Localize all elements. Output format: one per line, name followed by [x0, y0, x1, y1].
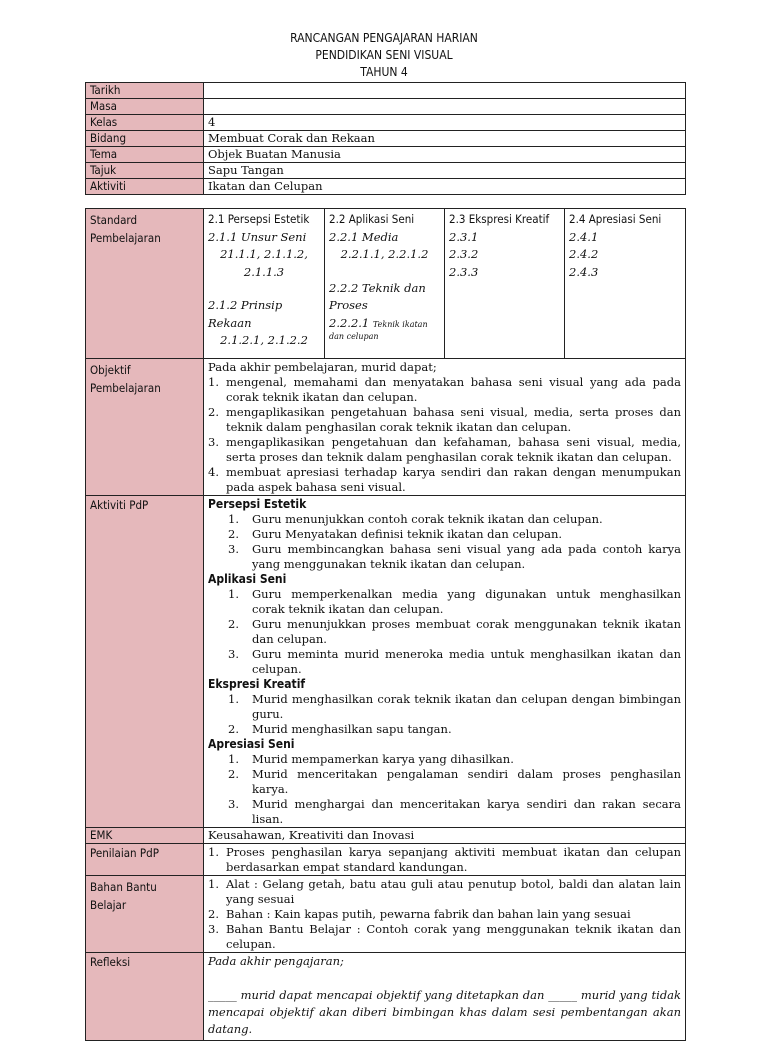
- info-value[interactable]: Sapu Tangan: [204, 163, 686, 179]
- info-table: [85, 82, 686, 195]
- bahan-row: [86, 876, 686, 953]
- info-row-tajuk: [86, 163, 686, 179]
- info-value[interactable]: Objek Buatan Manusia: [204, 147, 686, 163]
- section-title: Persepsi Estetik: [208, 497, 307, 511]
- info-label: Aktiviti: [86, 179, 204, 195]
- list-item: 3. Guru meminta murid meneroka media untuk menghasilkan ikatan dan celupan.: [228, 647, 681, 676]
- objektif-label: Objektif Pembelajaran: [86, 359, 204, 496]
- penilaian-content: [204, 844, 686, 876]
- info-label: Masa: [86, 99, 204, 115]
- info-row-masa: [86, 99, 686, 115]
- list-item: 1. Murid menghasilkan corak teknik ikatan dan celupan dengan bimbingan guru.: [228, 692, 681, 721]
- list-item: 4. membuat apresiasi terhadap karya sendiri dan rakan dengan menumpukan pada aspek bahasa seni visual.: [208, 465, 681, 494]
- refleksi-label: Refleksi: [86, 953, 204, 1041]
- info-value[interactable]: [204, 83, 686, 99]
- header-year: TAHUN 4: [360, 65, 408, 79]
- list-item: 1. Alat : Gelang getah, batu atau guli atau penutup botol, baldi dan alatan lain yang sesuai: [208, 877, 681, 906]
- list-item: 3. mengaplikasikan pengetahuan dan kefahaman, bahasa seni visual, media, serta proses dan teknik dalam penghasilan corak teknik ikatan dan celupan.: [208, 435, 681, 464]
- section-title: Ekspresi Kreatif: [208, 677, 306, 691]
- objektif-row: [86, 359, 686, 496]
- list-item: 1. Murid mempamerkan karya yang dihasilkan.: [228, 752, 514, 766]
- penilaian-label: Penilaian PdP: [86, 844, 204, 876]
- list-item: 3. Bahan Bantu Belajar : Contoh corak yang menggunakan teknik ikatan dan celupan.: [208, 922, 681, 951]
- standard-label: Standard Pembelajaran: [86, 209, 204, 359]
- list-item: 2. Murid menceritakan pengalaman sendiri dalam proses penghasilan karya.: [228, 767, 681, 796]
- refleksi-intro: Pada akhir pengajaran;: [208, 954, 344, 968]
- refleksi-statement[interactable]: _____ murid dapat mencapai objektif yang ditetapkan dan _____ murid yang tidak mencapai objektif akan diberi bimbingan khas dalam sesi pembentangan akan datang.: [208, 988, 681, 1036]
- standard-col-ekspresi: 2.3 Ekspresi Kreatif 2.3.1 2.3.2 2.3.3: [445, 209, 565, 359]
- aktiviti-label: Aktiviti PdP: [86, 496, 204, 828]
- list-item: 1. Proses penghasilan karya sepanjang aktiviti membuat ikatan dan celupan berdasarkan empat standard kandungan.: [208, 845, 681, 874]
- bahan-list: [208, 877, 681, 952]
- list-item: 2. Guru Menyatakan definisi teknik ikatan dan celupan.: [228, 527, 563, 541]
- list-item: 3. Guru membincangkan bahasa seni visual yang ada pada contoh karya yang menggunakan teknik ikatan dan celupan.: [228, 542, 681, 571]
- aktiviti-list: [208, 512, 681, 572]
- penilaian-row: [86, 844, 686, 876]
- aktiviti-list: [208, 587, 681, 677]
- emk-label: EMK: [86, 828, 204, 844]
- info-label: Bidang: [86, 131, 204, 147]
- info-row-kelas: [86, 115, 686, 131]
- info-row-tema: [86, 147, 686, 163]
- standard-row: [86, 209, 686, 359]
- info-label: Tarikh: [86, 83, 204, 99]
- objektif-content: [204, 359, 686, 496]
- list-item: 1. Guru menunjukkan contoh corak teknik ikatan dan celupan.: [228, 512, 603, 526]
- aktiviti-list: [208, 752, 681, 827]
- standard-col-apresiasi: 2.4 Apresiasi Seni 2.4.1 2.4.2 2.4.3: [565, 209, 686, 359]
- info-value[interactable]: [204, 99, 686, 115]
- list-item: 2. Murid menghasilkan sapu tangan.: [228, 722, 452, 736]
- bahan-content: [204, 876, 686, 953]
- penilaian-list: [208, 845, 681, 875]
- plan-table: [85, 208, 686, 1041]
- document-header: [0, 30, 768, 81]
- emk-value: Keusahawan, Kreativiti dan Inovasi: [204, 828, 686, 844]
- list-item: 1. mengenal, memahami dan menyatakan bahasa seni visual yang ada pada corak teknik ikatan dan celupan.: [208, 375, 681, 404]
- objektif-intro: Pada akhir pembelajaran, murid dapat;: [208, 360, 437, 374]
- aktiviti-list: [208, 692, 681, 737]
- info-row-tarikh: [86, 83, 686, 99]
- standard-col-persepsi: 2.1 Persepsi Estetik 2.1.1 Unsur Seni 21.1.1, 2.1.1.2, 2.1.1.3 2.1.2 Prinsip Rekaan 2.1.2.1, 2.1.2.2: [204, 209, 325, 359]
- standard-col-aplikasi: 2.2 Aplikasi Seni 2.2.1 Media 2.2.1.1, 2.2.1.2 2.2.2 Teknik dan Proses 2.2.2.1 Teknik ikatan dan celupan: [325, 209, 445, 359]
- refleksi-content: [204, 953, 686, 1041]
- info-value[interactable]: 4: [204, 115, 686, 131]
- header-title: RANCANGAN PENGAJARAN HARIAN: [290, 31, 478, 45]
- info-label: Kelas: [86, 115, 204, 131]
- info-label: Tema: [86, 147, 204, 163]
- bahan-label: Bahan Bantu Belajar: [86, 876, 204, 953]
- aktiviti-content: [204, 496, 686, 828]
- info-label: Tajuk: [86, 163, 204, 179]
- info-value[interactable]: Ikatan dan Celupan: [204, 179, 686, 195]
- info-value[interactable]: Membuat Corak dan Rekaan: [204, 131, 686, 147]
- list-item: 2. Guru menunjukkan proses membuat corak menggunakan teknik ikatan dan celupan.: [228, 617, 681, 646]
- refleksi-row: [86, 953, 686, 1041]
- list-item: 1. Guru memperkenalkan media yang digunakan untuk menghasilkan corak teknik ikatan dan celupan.: [228, 587, 681, 616]
- info-row-aktiviti: [86, 179, 686, 195]
- list-item: 3. Murid menghargai dan menceritakan karya sendiri dan rakan secara lisan.: [228, 797, 681, 826]
- list-item: 2. mengaplikasikan pengetahuan bahasa seni visual, media, serta proses dan teknik dalam penghasilan corak teknik ikatan dan celupan.: [208, 405, 681, 434]
- emk-row: [86, 828, 686, 844]
- aktiviti-row: [86, 496, 686, 828]
- info-row-bidang: [86, 131, 686, 147]
- objektif-list: [208, 375, 681, 495]
- list-item: 2. Bahan : Kain kapas putih, pewarna fabrik dan bahan lain yang sesuai: [208, 907, 631, 921]
- section-title: Aplikasi Seni: [208, 572, 287, 586]
- section-title: Apresiasi Seni: [208, 737, 295, 751]
- header-subject: PENDIDIKAN SENI VISUAL: [315, 48, 453, 62]
